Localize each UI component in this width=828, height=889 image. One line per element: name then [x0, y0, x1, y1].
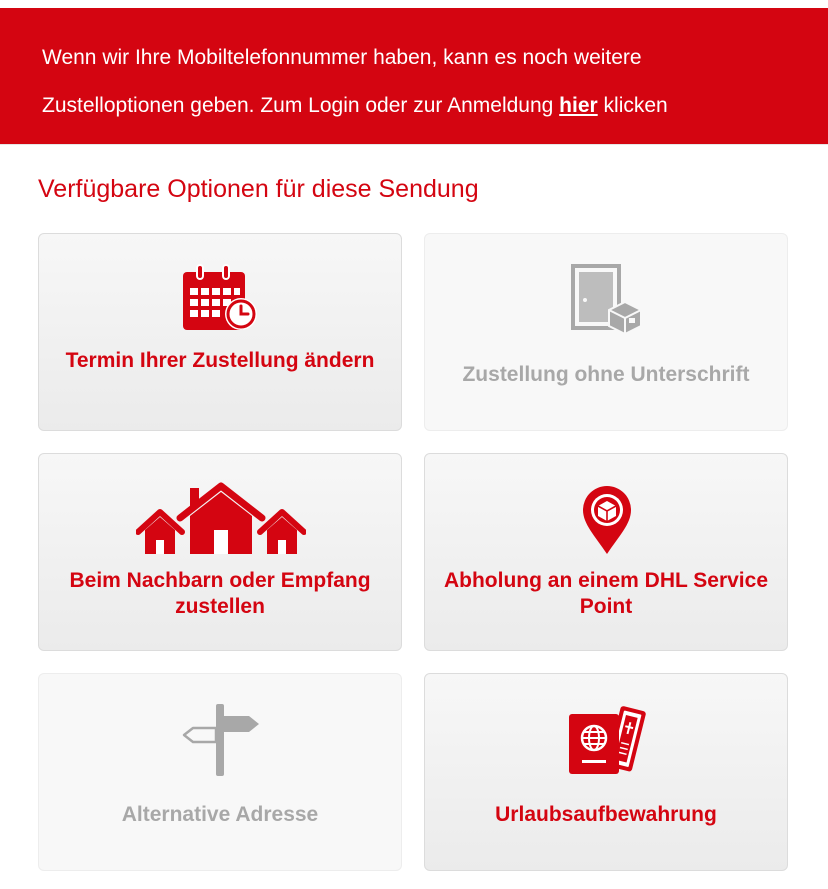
options-panel — [0, 144, 828, 889]
banner-line-2-prefix: Zustelloptionen geben. Zum Login oder zur Anmeldung — [42, 94, 560, 117]
option-label: Beim Nachbarn oder Empfang zustellen — [69, 569, 371, 618]
banner-line-2-suffix: klicken — [597, 94, 668, 117]
option-holiday-storage[interactable] — [424, 673, 788, 871]
houses-icon — [39, 482, 403, 556]
signpost-icon — [39, 704, 403, 776]
passport-ticket-icon — [425, 704, 789, 776]
banner-line-2 — [42, 82, 788, 130]
option-label: Alternative Adresse — [121, 803, 319, 826]
option-change-delivery-date[interactable] — [38, 233, 402, 431]
option-label: Abholung an einem DHL Service Point — [443, 569, 768, 618]
location-pin-package-icon — [425, 484, 789, 556]
option-label: Urlaubsaufbewahrung — [495, 803, 717, 826]
login-link[interactable]: hier — [559, 94, 598, 117]
option-pickup-service-point[interactable] — [424, 453, 788, 651]
option-delivery-without-signature — [424, 233, 788, 431]
calendar-clock-icon — [39, 264, 403, 336]
option-alternative-address — [38, 673, 402, 871]
mobile-number-banner — [0, 8, 828, 144]
options-heading: Verfügbare Optionen für diese Sendung — [38, 175, 479, 203]
option-label: Zustellung ohne Unterschrift — [462, 363, 750, 386]
banner-line-1: Wenn wir Ihre Mobiltelefonnummer haben, kann es noch weitere — [42, 46, 642, 69]
option-deliver-to-neighbour[interactable] — [38, 453, 402, 651]
option-label: Termin Ihrer Zustellung ändern — [65, 349, 375, 372]
door-package-icon — [425, 264, 789, 334]
